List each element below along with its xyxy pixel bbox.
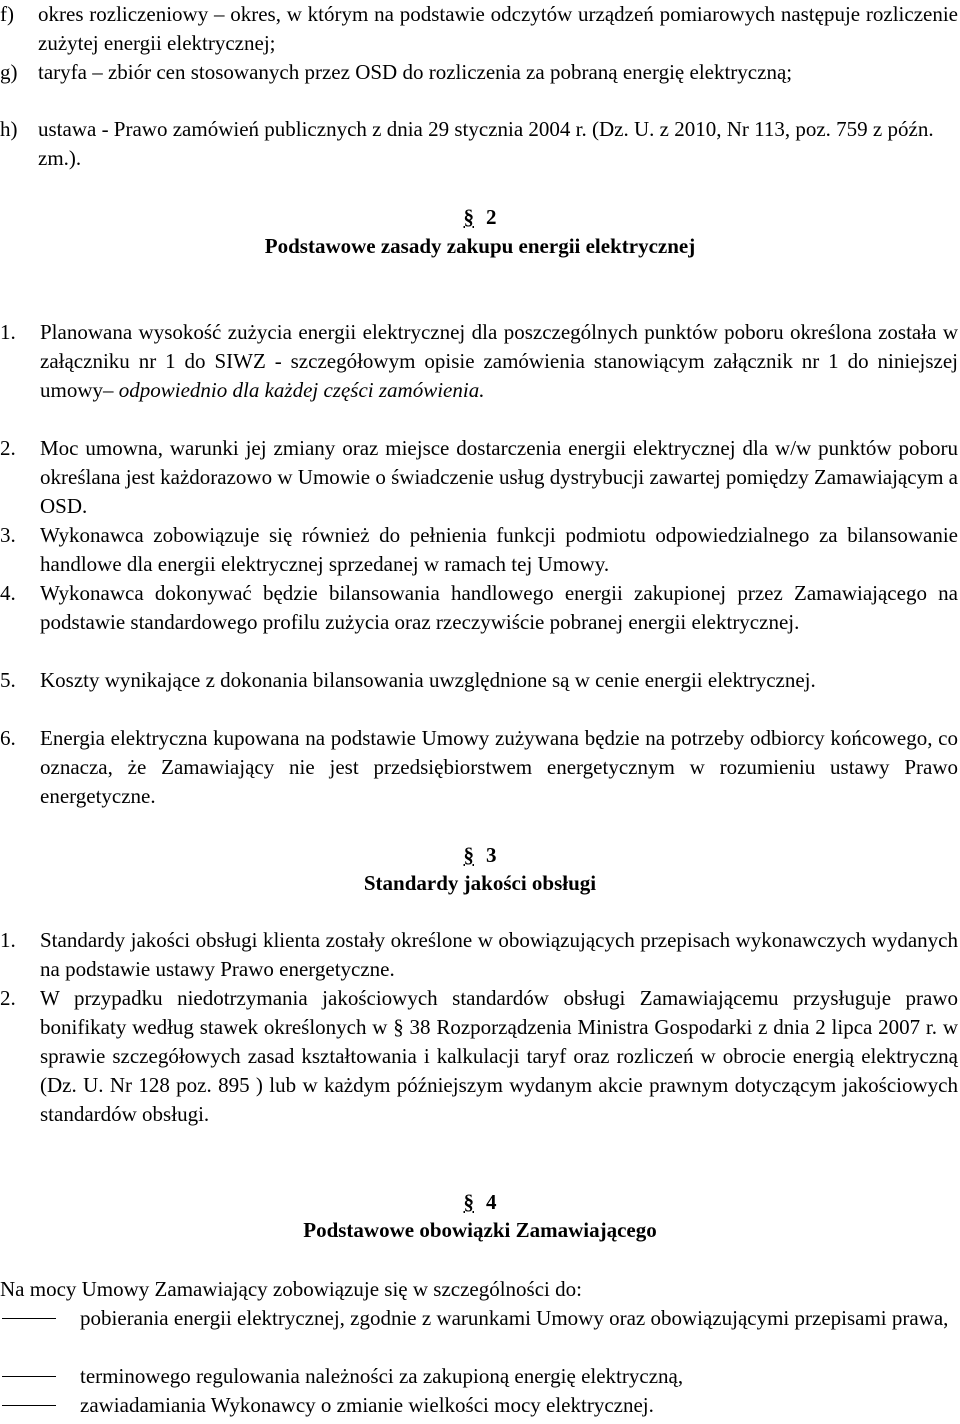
- item-text-italic: odpowiednio dla każdej części zamówienia.: [118, 378, 485, 402]
- item-text: Energia elektryczna kupowana na podstawie Umowy zużywana będzie na potrzeby odbiorcy końcowego, co oznacza, że Zamawiający nie jest przedsiębiorstwem energetycznym w rozumieniu ustawy Prawo energetyczne.: [40, 726, 958, 808]
- item-number: 1.: [0, 320, 16, 344]
- definition-text: okres rozliczeniowy – okres, w którym na podstawie odczytów urządzeń pomiarowych następuje rozliczenie zużytej energii elektrycznej;: [38, 2, 958, 55]
- definition-text: taryfa – zbiór cen stosowanych przez OSD do rozliczenia za pobraną energię elektryczną;: [38, 60, 793, 84]
- bullet-text: zawiadamiania Wykonawcy o zmianie wielkości mocy elektrycznej.: [80, 1393, 654, 1417]
- definition-text: ustawa - Prawo zamówień publicznych z dnia 29 stycznia 2004 r. (Dz. U. z 2010, Nr 113, poz. 759 z późn. zm.).: [38, 117, 934, 170]
- bullet-text: pobierania energii elektrycznej, zgodnie z warunkami Umowy oraz obowiązującymi przepisami prawa,: [80, 1306, 949, 1330]
- item-text: Moc umowna, warunki jej zmiany oraz miejsce dostarczenia energii elektrycznej dla w/w punktów poboru określana jest każdorazowo w Umowie o świadczenie usług dystrybucji zawartej pomiędzy Zamawiającym a OSD.: [40, 436, 958, 518]
- section-number: 2: [486, 205, 497, 229]
- section-3-number: [0, 841, 960, 870]
- dash-bullet: [2, 1318, 56, 1319]
- section-symbol: §: [463, 843, 474, 867]
- item-text: Koszty wynikające z dokonania bilansowania uwzględnione są w cenie energii elektrycznej.: [40, 668, 816, 692]
- bullet-text: terminowego regulowania należności za zakupioną energię elektryczną,: [80, 1364, 684, 1388]
- section-number: 4: [486, 1190, 497, 1214]
- section-2-title: Podstawowe zasady zakupu energii elektrycznej: [264, 234, 696, 258]
- section-symbol: §: [463, 205, 474, 229]
- item-number: 2.: [0, 436, 16, 460]
- item-number: 1.: [0, 928, 16, 952]
- item-text: Wykonawca dokonywać będzie bilansowania handlowego energii zakupionej przez Zamawiającego na podstawie standardowego profilu zużycia oraz rzeczywiście pobranej energii elektrycznej.: [40, 581, 958, 634]
- definition-label: g): [0, 60, 18, 84]
- section-symbol: §: [463, 1190, 474, 1214]
- section-4-title: Podstawowe obowiązki Zamawiającego: [303, 1218, 657, 1242]
- section-4-intro: Na mocy Umowy Zamawiający zobowiązuje się w szczególności do:: [0, 1277, 582, 1301]
- item-number: 4.: [0, 581, 16, 605]
- item-text: Standardy jakości obsługi klienta zostały określone w obowiązujących przepisach wykonawczych wydanych na podstawie ustawy Prawo energetyczne.: [40, 928, 958, 981]
- item-number: 6.: [0, 726, 16, 750]
- section-4-number: [0, 1188, 960, 1217]
- section-2-number: [0, 203, 960, 232]
- item-number: 5.: [0, 668, 16, 692]
- definition-label: f): [0, 2, 14, 26]
- dash-bullet: [2, 1405, 56, 1406]
- item-text: W przypadku niedotrzymania jakościowych standardów obsługi Zamawiającemu przysługuje prawo bonifikaty według stawek określonych w § 38 Rozporządzenia Ministra Gospodarki z dnia 2 lipca 2007 r. w sprawie szczegółowych zasad kształtowania i kalkulacji taryf oraz rozliczeń w obrocie energią elektryczną (Dz. U. Nr 128 poz. 895 ) lub w każdym późniejszym wydanym akcie prawnym dotyczącym jakościowych standardów obsługi.: [40, 986, 958, 1126]
- section-2-item-1: [0, 318, 958, 434]
- item-text: [40, 318, 958, 405]
- definition-label: h): [0, 117, 18, 141]
- item-number: 2.: [0, 986, 16, 1010]
- dash-bullet: [2, 1376, 56, 1377]
- section-number: 3: [486, 843, 497, 867]
- section-3-title: Standardy jakości obsługi: [363, 871, 597, 895]
- item-number: 3.: [0, 523, 16, 547]
- item-text: Wykonawca zobowiązuje się również do pełnienia funkcji podmiotu odpowiedzialnego za bilansowanie handlowe dla energii elektrycznej sprzedanej w ramach tej Umowy.: [40, 523, 958, 576]
- item-text-main: Planowana wysokość zużycia energii elektrycznej dla poszczególnych punktów poboru określona została w załączniku nr 1 do SIWZ - szczegółowym opisie zamówienia stanowiącym załącznik nr 1 do niniejszej umowy–: [40, 320, 958, 402]
